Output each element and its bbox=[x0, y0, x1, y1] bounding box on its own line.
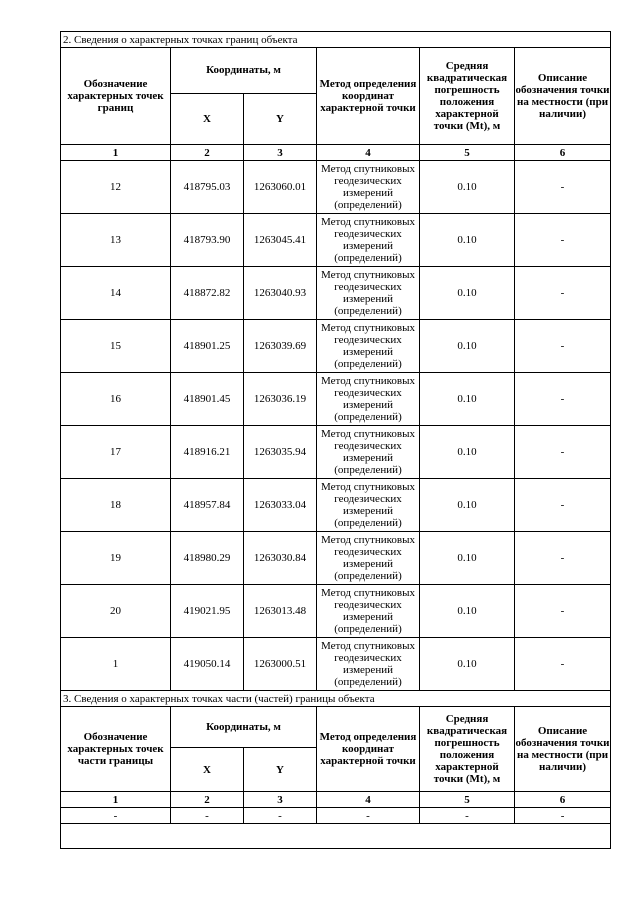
header-designation: Обозначение характерных точек части границы bbox=[61, 707, 171, 792]
col-number: 5 bbox=[420, 792, 515, 808]
description-cell: - bbox=[515, 320, 611, 373]
description-cell: - bbox=[515, 532, 611, 585]
header-coordinates: Координаты, м bbox=[171, 48, 317, 94]
method-cell: Метод спутниковых геодезических измерений (определений) bbox=[317, 373, 420, 426]
table-row bbox=[61, 638, 611, 691]
y-cell: 1263036.19 bbox=[244, 373, 317, 426]
table-row bbox=[61, 585, 611, 638]
method-cell: Метод спутниковых геодезических измерений (определений) bbox=[317, 214, 420, 267]
header-x: X bbox=[171, 93, 244, 144]
description-cell: - bbox=[515, 426, 611, 479]
table-row bbox=[61, 426, 611, 479]
header-accuracy: Средняя квадратическая погрешность положения характерной точки (Mt), м bbox=[420, 707, 515, 792]
point-cell: 14 bbox=[61, 267, 171, 320]
col-number: 2 bbox=[171, 145, 244, 161]
col-number: 3 bbox=[244, 145, 317, 161]
method-cell: Метод спутниковых геодезических измерений (определений) bbox=[317, 161, 420, 214]
y-cell: 1263045.41 bbox=[244, 214, 317, 267]
method-cell: Метод спутниковых геодезических измерений (определений) bbox=[317, 532, 420, 585]
method-cell: Метод спутниковых геодезических измерений (определений) bbox=[317, 638, 420, 691]
y-cell: 1263033.04 bbox=[244, 479, 317, 532]
accuracy-cell: 0.10 bbox=[420, 479, 515, 532]
accuracy-cell: 0.10 bbox=[420, 532, 515, 585]
x-cell: 418901.25 bbox=[171, 320, 244, 373]
x-cell: 418916.21 bbox=[171, 426, 244, 479]
table-row bbox=[61, 320, 611, 373]
point-cell: 19 bbox=[61, 532, 171, 585]
method-cell: Метод спутниковых геодезических измерений (определений) bbox=[317, 479, 420, 532]
method-cell: - bbox=[317, 808, 420, 824]
y-cell: 1263039.69 bbox=[244, 320, 317, 373]
header-method: Метод определения координат характерной точки bbox=[317, 48, 420, 145]
col-number: 6 bbox=[515, 792, 611, 808]
x-cell: - bbox=[171, 808, 244, 824]
empty-row bbox=[61, 824, 611, 849]
part-boundary-points-table bbox=[60, 690, 611, 849]
method-cell: Метод спутниковых геодезических измерений (определений) bbox=[317, 267, 420, 320]
description-cell: - bbox=[515, 214, 611, 267]
point-cell: 18 bbox=[61, 479, 171, 532]
description-cell: - bbox=[515, 585, 611, 638]
point-cell: - bbox=[61, 808, 171, 824]
accuracy-cell: 0.10 bbox=[420, 320, 515, 373]
description-cell: - bbox=[515, 808, 611, 824]
header-y: Y bbox=[244, 93, 317, 144]
col-number: 1 bbox=[61, 145, 171, 161]
description-cell: - bbox=[515, 373, 611, 426]
document-page bbox=[60, 31, 610, 849]
header-accuracy: Средняя квадратическая погрешность положения характерной точки (Mt), м bbox=[420, 48, 515, 145]
col-number: 3 bbox=[244, 792, 317, 808]
description-cell: - bbox=[515, 479, 611, 532]
section-2-title: 2. Сведения о характерных точках границ объекта bbox=[61, 32, 611, 48]
point-cell: 13 bbox=[61, 214, 171, 267]
y-cell: 1263040.93 bbox=[244, 267, 317, 320]
col-number: 1 bbox=[61, 792, 171, 808]
point-cell: 15 bbox=[61, 320, 171, 373]
accuracy-cell: 0.10 bbox=[420, 161, 515, 214]
col-number: 4 bbox=[317, 792, 420, 808]
y-cell: 1263060.01 bbox=[244, 161, 317, 214]
boundary-points-table bbox=[60, 31, 611, 691]
header-method: Метод определения координат характерной точки bbox=[317, 707, 420, 792]
y-cell: 1263013.48 bbox=[244, 585, 317, 638]
accuracy-cell: 0.10 bbox=[420, 214, 515, 267]
x-cell: 418980.29 bbox=[171, 532, 244, 585]
method-cell: Метод спутниковых геодезических измерений (определений) bbox=[317, 585, 420, 638]
table-row bbox=[61, 532, 611, 585]
x-cell: 418901.45 bbox=[171, 373, 244, 426]
x-cell: 419021.95 bbox=[171, 585, 244, 638]
y-cell: - bbox=[244, 808, 317, 824]
table-row bbox=[61, 373, 611, 426]
description-cell: - bbox=[515, 161, 611, 214]
header-y: Y bbox=[244, 748, 317, 792]
description-cell: - bbox=[515, 267, 611, 320]
table-row bbox=[61, 267, 611, 320]
x-cell: 418795.03 bbox=[171, 161, 244, 214]
accuracy-cell: 0.10 bbox=[420, 426, 515, 479]
accuracy-cell: - bbox=[420, 808, 515, 824]
method-cell: Метод спутниковых геодезических измерений (определений) bbox=[317, 426, 420, 479]
table-row bbox=[61, 479, 611, 532]
header-designation: Обозначение характерных точек границ bbox=[61, 48, 171, 145]
accuracy-cell: 0.10 bbox=[420, 373, 515, 426]
header-description: Описание обозначения точки на местности (при наличии) bbox=[515, 48, 611, 145]
col-number: 6 bbox=[515, 145, 611, 161]
point-cell: 16 bbox=[61, 373, 171, 426]
description-cell: - bbox=[515, 638, 611, 691]
point-cell: 20 bbox=[61, 585, 171, 638]
table-row bbox=[61, 161, 611, 214]
point-cell: 1 bbox=[61, 638, 171, 691]
accuracy-cell: 0.10 bbox=[420, 585, 515, 638]
table-row bbox=[61, 214, 611, 267]
y-cell: 1263030.84 bbox=[244, 532, 317, 585]
table-row bbox=[61, 808, 611, 824]
header-coordinates: Координаты, м bbox=[171, 707, 317, 748]
col-number: 2 bbox=[171, 792, 244, 808]
point-cell: 12 bbox=[61, 161, 171, 214]
x-cell: 419050.14 bbox=[171, 638, 244, 691]
accuracy-cell: 0.10 bbox=[420, 267, 515, 320]
x-cell: 418793.90 bbox=[171, 214, 244, 267]
y-cell: 1263000.51 bbox=[244, 638, 317, 691]
x-cell: 418872.82 bbox=[171, 267, 244, 320]
section-3-title: 3. Сведения о характерных точках части (частей) границы объекта bbox=[61, 691, 611, 707]
accuracy-cell: 0.10 bbox=[420, 638, 515, 691]
header-x: X bbox=[171, 748, 244, 792]
point-cell: 17 bbox=[61, 426, 171, 479]
y-cell: 1263035.94 bbox=[244, 426, 317, 479]
col-number: 5 bbox=[420, 145, 515, 161]
x-cell: 418957.84 bbox=[171, 479, 244, 532]
method-cell: Метод спутниковых геодезических измерений (определений) bbox=[317, 320, 420, 373]
header-description: Описание обозначения точки на местности (при наличии) bbox=[515, 707, 611, 792]
col-number: 4 bbox=[317, 145, 420, 161]
